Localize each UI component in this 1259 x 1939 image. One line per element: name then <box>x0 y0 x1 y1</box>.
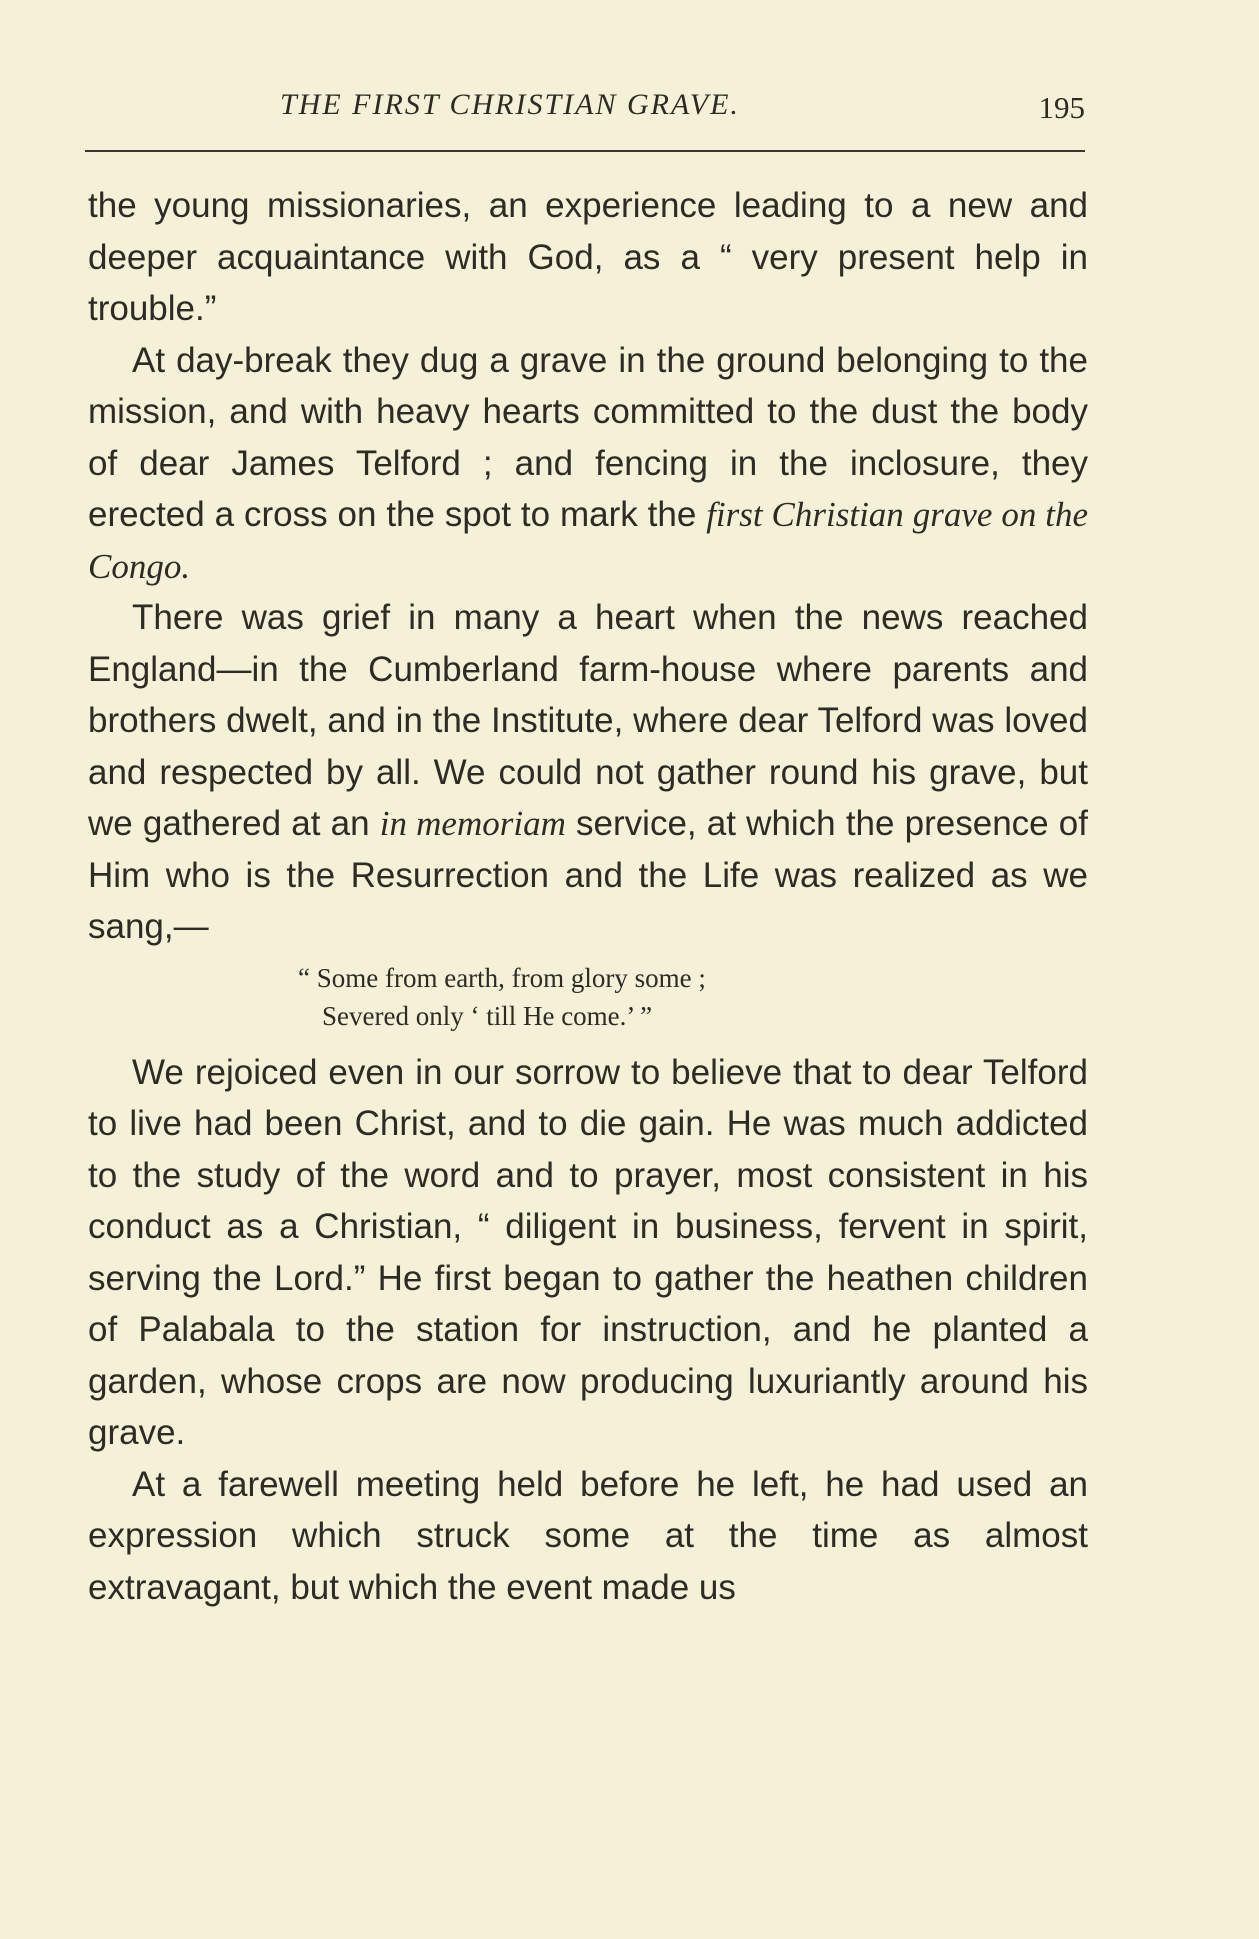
paragraph-2-text: At day-break they dug a grave in the ground belonging to the mission, and with heavy hearts committed to the dust the body of dear James Telford ; and fencing in the inclosure, they erected a cross on the spot to mark the <box>88 340 1088 534</box>
page-number: 195 <box>1038 90 1085 125</box>
paragraph-2-italic: first Christian grave on the Congo. <box>88 495 1088 586</box>
paragraph-5: At a farewell meeting held before he left, he had used an expression which struck some at the time as almost extravagant, but which the event made us <box>88 1464 1088 1607</box>
paragraph-4: We rejoiced even in our sorrow to believe that to dear Telford to live had been Christ, and to die gain. He was much addicted to the study of the word and to prayer, most consistent in his conduct as a Christian, “ diligent in business, fervent in spirit, serving the Lord.” He first began to gather the heathen children of Palabala to the station for instruction, and he planted a garden, whose crops are now producing luxuriantly around his grave. <box>88 1052 1088 1452</box>
body-text <box>88 180 1088 1613</box>
paragraph-3 <box>88 592 1088 953</box>
paragraph-2 <box>88 335 1088 593</box>
paragraph-3-text-end: service, at which the presence of Him who is the Resurrection and the Life was realized as we sang,— <box>88 804 1088 946</box>
paragraph-3-italic: in memoriam <box>379 804 566 843</box>
running-head: THE FIRST CHRISTIAN GRAVE. <box>280 88 740 121</box>
paragraph-3-text: There was grief in many a heart when the news reached England—in the Cumberland farm-house where parents and brothers dwelt, and in the Institute, where dear Telford was loved and respected by all. We could not gather round his grave, but we gathered at an <box>88 598 1088 843</box>
page-header <box>90 88 1085 128</box>
verse-line-2: Severed only ‘ till He come.’ ” <box>322 1000 653 1031</box>
header-rule <box>85 150 1085 152</box>
paragraph-1: the young missionaries, an experience leading to a new and deeper acquaintance with God, as a “ very present help in trouble.” <box>88 186 1088 328</box>
verse-line-1: “ Some from earth, from glory some ; <box>298 962 706 993</box>
verse-quote <box>298 959 1088 1035</box>
